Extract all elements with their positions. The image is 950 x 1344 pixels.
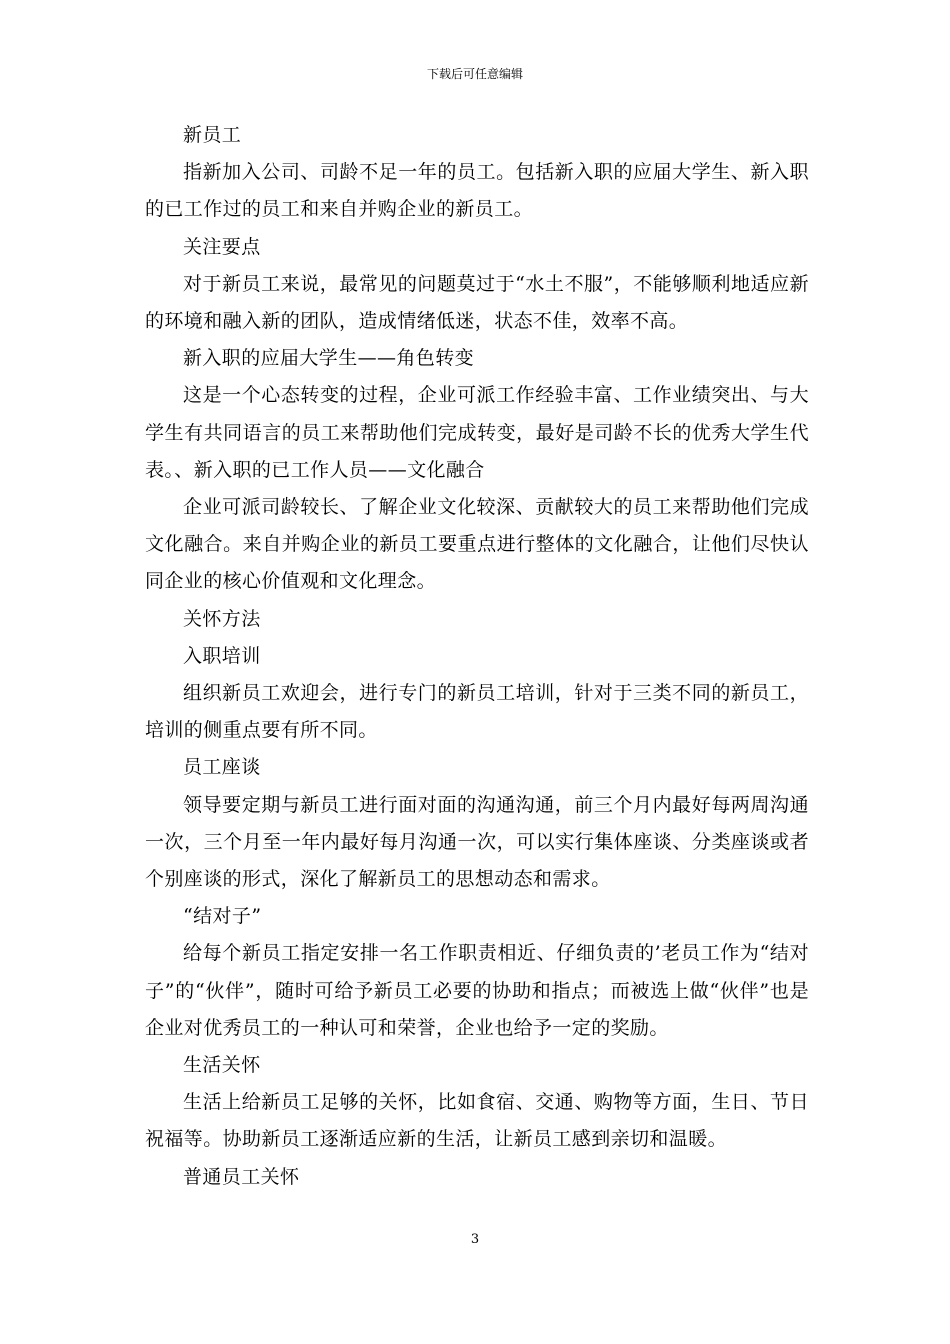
heading-onboarding-training: 入职培训 xyxy=(183,644,261,667)
heading-focus-points: 关注要点 xyxy=(183,235,261,258)
heading-graduates-role-change: 新入职的应届大学生——角色转变 xyxy=(183,347,475,370)
paragraph-new-employee-definition: 指新加入公司、司龄不足一年的员工。包括新入职的应届大学生、新入职的已工作过的员工和来自并购企业的新员工。 xyxy=(145,161,809,221)
heading-life-care: 生活关怀 xyxy=(183,1054,261,1077)
paragraph-onboarding-training: 组织新员工欢迎会，进行专门的新员工培训，针对于三类不同的新员工，培训的侧重点要有所不同。 xyxy=(145,682,809,742)
paragraph-life-care: 生活上给新员工足够的关怀，比如食宿、交通、购物等方面，生日、节日祝福等。协助新员工逐渐适应新的生活，让新员工感到亲切和温暖。 xyxy=(145,1091,809,1151)
document-body xyxy=(145,117,809,1196)
heading-new-employee: 新员工 xyxy=(183,124,242,146)
page-number: 3 xyxy=(470,1232,480,1247)
heading-regular-employee-care: 普通员工关怀 xyxy=(183,1165,300,1188)
heading-pairing: “结对子” xyxy=(183,905,262,928)
heading-employee-talks: 员工座谈 xyxy=(183,756,261,779)
paragraph-pairing: 给每个新员工指定安排一名工作职责相近、仔细负责的’老员工作为“结对子”的“伙伴”，随时可给予新员工必要的协助和指点；而被选上做“伙伴”也是企业对优秀员工的一种认可和荣誉，企业也给予一定的奖励。 xyxy=(145,942,809,1039)
heading-care-methods: 关怀方法 xyxy=(183,607,261,630)
paragraph-focus-points: 对于新员工来说，最常见的问题莫过于“水土不服”，不能够顺利地适应新的环境和融入新的团队，造成情绪低迷，状态不佳，效率不高。 xyxy=(145,272,809,333)
paragraph-employee-talks: 领导要定期与新员工进行面对面的沟通沟通，前三个月内最好每两周沟通一次，三个月至一年内最好每月沟通一次，可以实行集体座谈、分类座谈或者个别座谈的形式，深化了解新员工的思想动态和需求。 xyxy=(145,793,809,891)
paragraph-culture-integration: 企业可派司龄较长、了解企业文化较深、贡献较大的员工来帮助他们完成文化融合。来自并购企业的新员工要重点进行整体的文化融合，让他们尽快认同企业的核心价值观和文化理念。 xyxy=(145,496,809,593)
paragraph-graduates-role-change: 这是一个心态转变的过程，企业可派工作经验丰富、工作业绩突出、与大学生有共同语言的员工来帮助他们完成转变，最好是司龄不长的优秀大学生代表。、新入职的已工作人员——文化融合 xyxy=(145,384,809,481)
page-header-note: 下载后可任意编辑 xyxy=(426,67,523,81)
